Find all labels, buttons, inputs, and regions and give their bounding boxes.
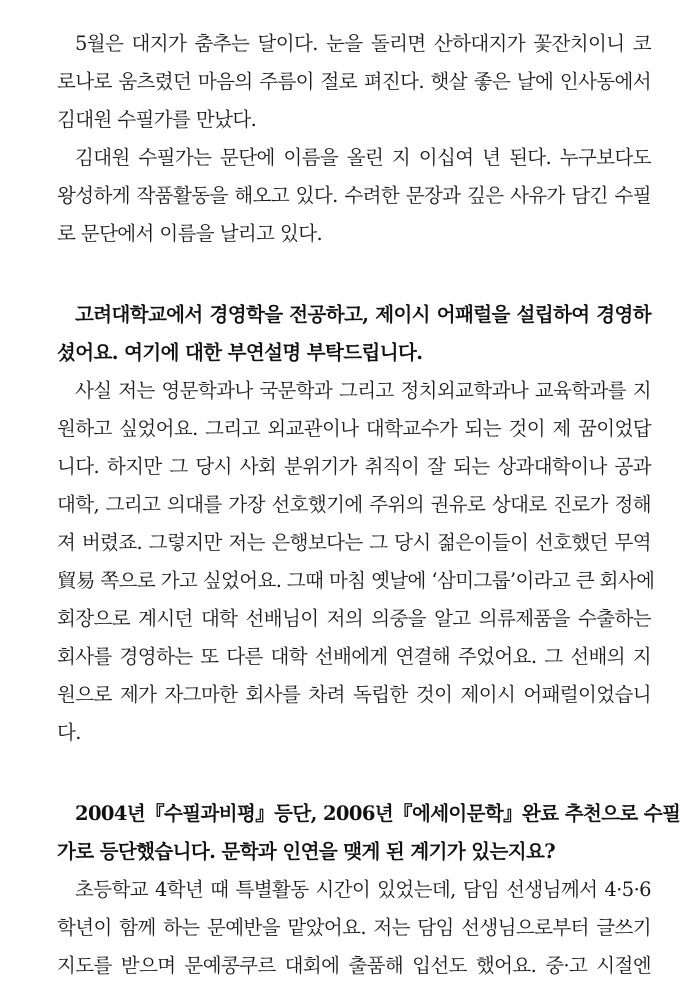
text-line: 5월은 대지가 춤추는 달이다. 눈을 돌리면 산하대지가 꽃잔치이니 코 xyxy=(75,32,651,55)
answer-line: 져 버렸죠. 그렇지만 저는 은행보다는 그 당시 젊은이들이 선호했던 무역 xyxy=(57,531,651,554)
answer-line: 사실 저는 영문학과나 국문학과 그리고 정치외교학과나 교육학과를 지 xyxy=(75,379,651,402)
answer-line: 니다. 하지만 그 당시 사회 분위기가 취직이 잘 되는 상과대학이나 공과 xyxy=(57,455,651,478)
text-line: 김대원 수필가를 만났다. xyxy=(57,108,257,131)
answer-line: 지도를 받으며 문예콩쿠르 대회에 출품해 입선도 했어요. 중·고 시절엔 xyxy=(57,954,651,977)
answer-line: 대학, 그리고 의대를 가장 선호했기에 주위의 권유로 상대로 진로가 정해 xyxy=(57,493,651,516)
answer-line: 회사를 경영하는 또 다른 대학 선배에게 연결해 주었어요. 그 선배의 지 xyxy=(57,645,651,668)
question-line: 2004년『수필과비평』등단, 2006년『에세이문학』완료 추천으로 수필 xyxy=(75,802,681,825)
question-line: 고려대학교에서 경영학을 전공하고, 제이시 어패럴을 설립하여 경영하 xyxy=(75,303,651,326)
text-line: 로나로 움츠렸던 마음의 주름이 절로 펴진다. 햇살 좋은 날에 인사동에서 xyxy=(57,70,651,93)
question-line: 셨어요. 여기에 대한 부연설명 부탁드립니다. xyxy=(57,341,423,364)
question-line: 가로 등단했습니다. 문학과 인연을 맺게 된 계기가 있는지요? xyxy=(57,840,556,863)
answer-line: 다. xyxy=(57,721,81,744)
text-line: 로 문단에서 이름을 날리고 있다. xyxy=(57,222,323,245)
answer-line: 원으로 제가 자그마한 회사를 차려 독립한 것이 제이시 어패럴이었습니 xyxy=(57,683,651,706)
answer-line: 회장으로 계시던 대학 선배님이 저의 의중을 알고 의류제품을 수출하는 xyxy=(57,607,651,630)
answer-line: 학년이 함께 하는 문예반을 맡았어요. 저는 담임 선생님으로부터 글쓰기 xyxy=(57,916,651,939)
answer-line: 貿易 쪽으로 가고 싶었어요. 그때 마침 옛날에 ‘삼미그룹’이라고 큰 회사에 xyxy=(57,569,655,592)
text-line: 김대원 수필가는 문단에 이름을 올린 지 이십여 년 된다. 누구보다도 xyxy=(75,146,651,169)
answer-line: 원하고 싶었어요. 그리고 외교관이나 대학교수가 되는 것이 제 꿈이었답 xyxy=(57,417,651,440)
text-line: 왕성하게 작품활동을 해오고 있다. 수려한 문장과 깊은 사유가 담긴 수필 xyxy=(57,184,651,207)
answer-line: 초등학교 4학년 때 특별활동 시간이 있었는데, 담임 선생님께서 4·5·6 xyxy=(75,878,651,901)
